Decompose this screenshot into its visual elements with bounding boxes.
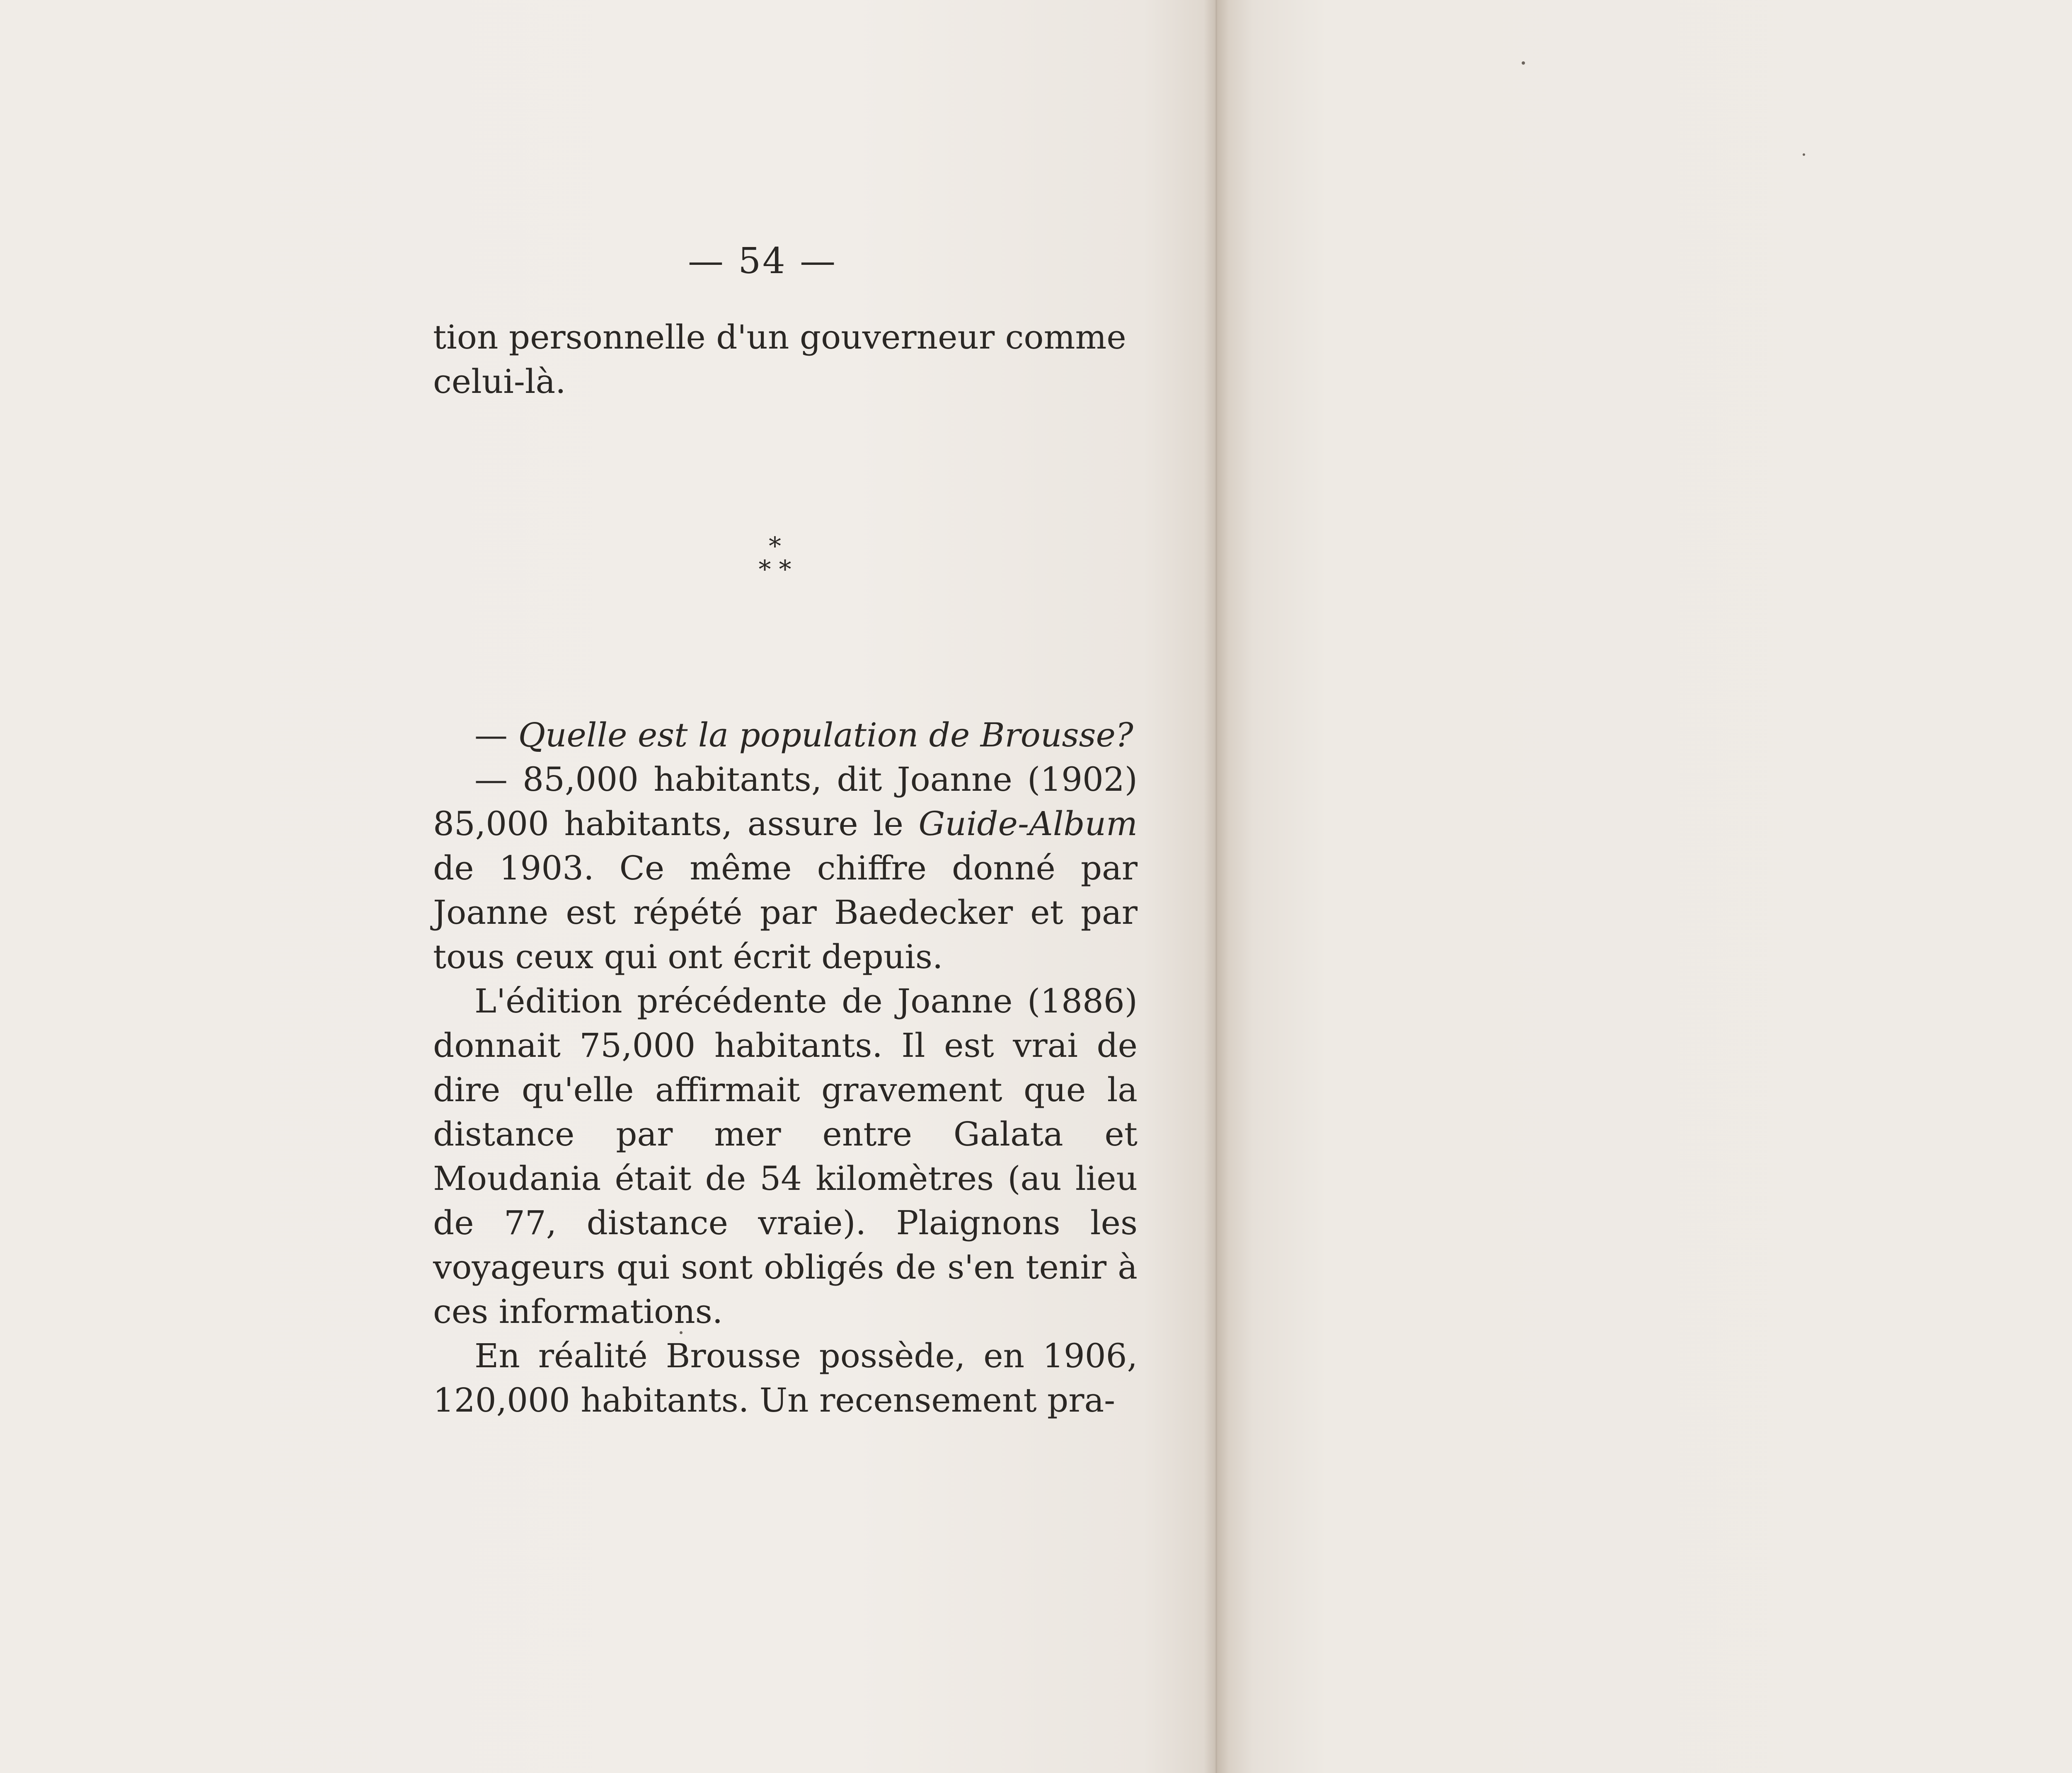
left-intro: [433, 315, 1138, 404]
intro-line-2: celui-là.: [433, 362, 566, 401]
right-page: [1216, 0, 2072, 1773]
paper-speck: [1522, 61, 1525, 65]
paper-speck: [680, 1331, 683, 1334]
paragraph-edition: L'édition précédente de Joanne (1886) donnait 75,000 habitants. Il est vrai de dire qu'elle affirmait gravement que la distance par mer entre Galata et Moudania était de 54 kilomètres (au lieu de 77, distance vraie). Plaignons les voyageurs qui sont obligés de s'en tenir à ces informations.: [433, 982, 1138, 1331]
paragraph-realite: En réalité Brousse possède, en 1906, 120,000 habitants. Un recensement pra-: [433, 1337, 1138, 1419]
question-text: Quelle est la population de Brousse?: [518, 716, 1133, 754]
intro-line-1: tion personnelle d'un gouverneur comme: [433, 318, 1126, 356]
guide-album-title: Guide-Album: [918, 804, 1138, 843]
page-number-left: — 54 —: [688, 240, 838, 282]
question-paragraph: [433, 713, 1138, 757]
asterism-ornament: [746, 532, 804, 584]
paragraph-population: [433, 757, 1138, 979]
asterism-top: *: [769, 532, 781, 561]
asterism-bottom: * *: [758, 555, 792, 584]
book-gutter: [1204, 0, 1229, 1773]
p1-text-a: — 85,000 habitants, dit Joanne (1902) 85,000 habitants, assure le: [433, 760, 1138, 843]
p1-text-b: de 1903. Ce même chiffre donné par Joanne est répété par Baedecker et par tous ceux qui ont écrit depuis.: [433, 849, 1138, 976]
left-body: [433, 713, 1138, 1422]
paper-speck: [1803, 153, 1805, 156]
question-dash: —: [474, 716, 518, 754]
